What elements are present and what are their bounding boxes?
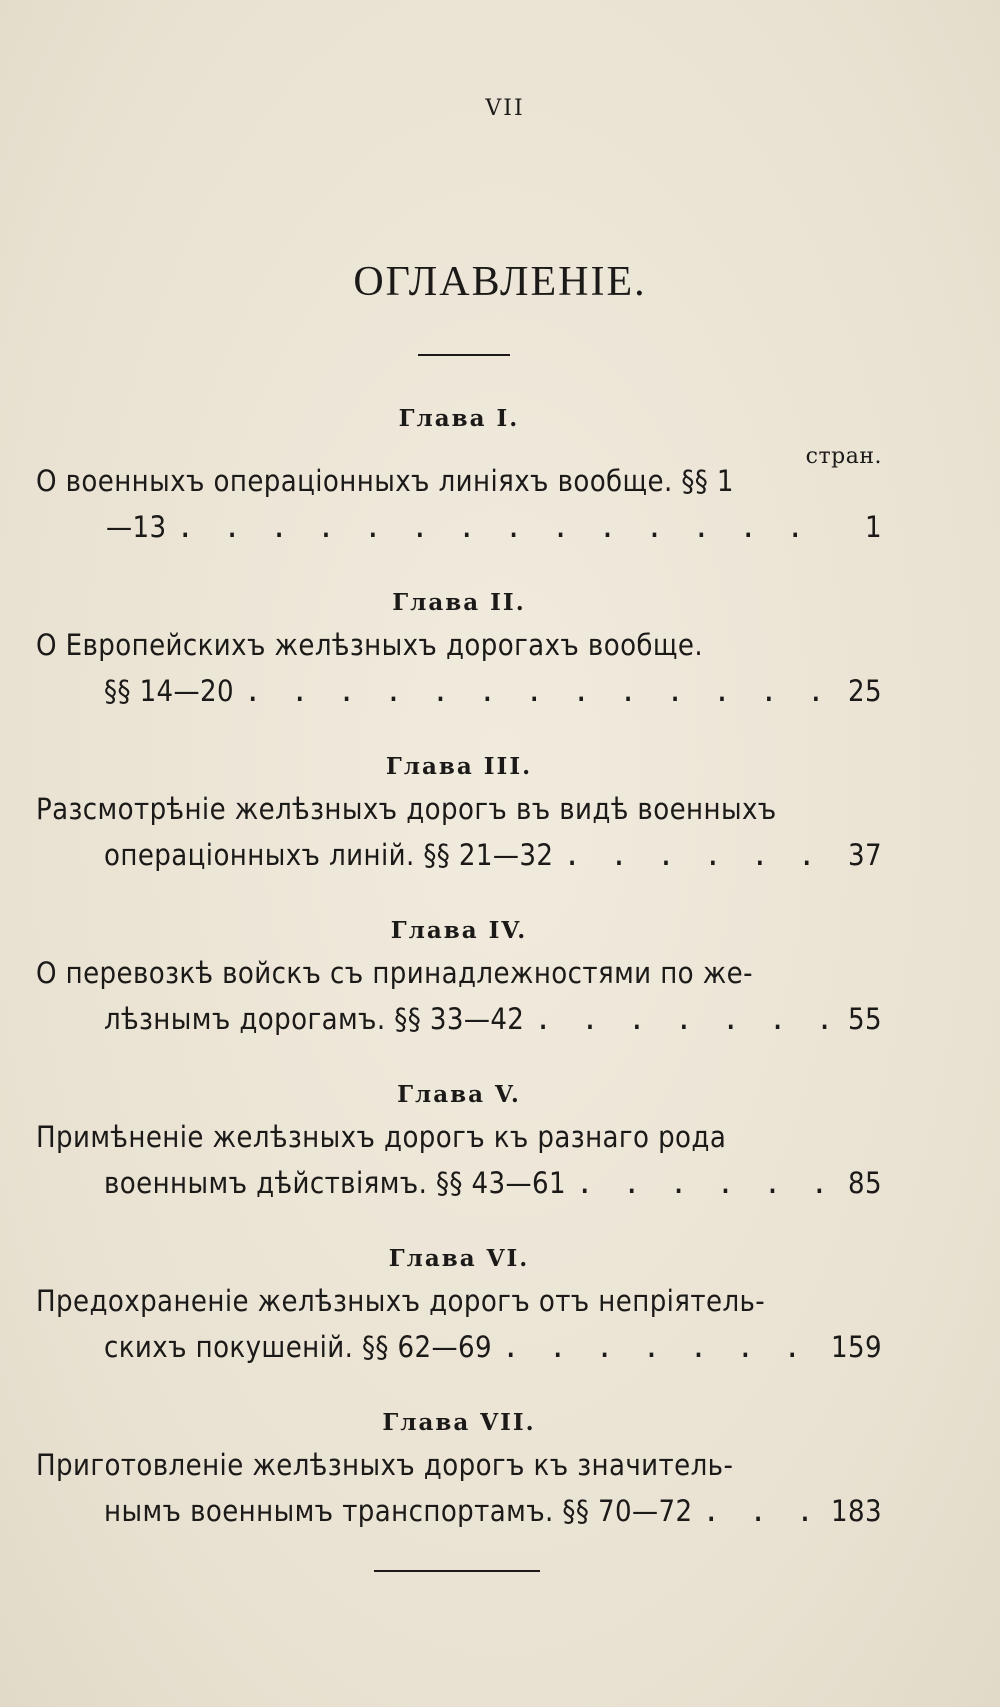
entry-continuation-line[interactable] xyxy=(36,504,882,550)
dot-leader xyxy=(177,504,833,550)
entry-text: §§ 14—20 xyxy=(104,674,235,708)
entry-title-line[interactable]: Примѣненіе желѣзныхъ дорогъ къ разнаго рода xyxy=(36,1120,727,1154)
dot-leader xyxy=(576,1160,832,1206)
toc-chapter-5 xyxy=(36,1076,882,1206)
entry-page-number: 25 xyxy=(848,674,882,708)
dot-leader xyxy=(563,832,832,878)
toc-chapter-7 xyxy=(36,1404,882,1534)
entry-text: —13 xyxy=(106,510,167,544)
chapter-heading: Глава VII. xyxy=(382,1409,536,1436)
entry-page-number: 159 xyxy=(831,1330,882,1364)
entry-text: нымъ военнымъ транспортамъ. §§ 70—72 xyxy=(104,1494,693,1528)
entry-text: военнымъ дѣйствіямъ. §§ 43—61 xyxy=(104,1166,567,1200)
entry-continuation-line[interactable] xyxy=(36,668,882,714)
toc-chapter-3 xyxy=(36,748,882,878)
entry-title-line[interactable]: О военныхъ операціонныхъ линіяхъ вообще. §§ 1 xyxy=(36,464,734,498)
entry-text: операціонныхъ линій. §§ 21—32 xyxy=(104,838,554,872)
page-column-label: стран. xyxy=(805,444,882,469)
chapter-heading: Глава V. xyxy=(397,1081,521,1108)
end-divider xyxy=(374,1570,540,1572)
entry-title-line[interactable]: Разсмотрѣніе желѣзныхъ дорогъ въ видѣ военныхъ xyxy=(36,792,777,826)
entry-continuation-line[interactable] xyxy=(36,832,882,878)
entry-page-number: 85 xyxy=(848,1166,882,1200)
entry-title-line[interactable]: О перевозкѣ войскъ съ принадлежностями по же- xyxy=(36,956,753,990)
toc-chapter-6 xyxy=(36,1240,882,1370)
entry-continuation-line[interactable] xyxy=(36,1488,882,1534)
chapter-heading: Глава IV. xyxy=(390,917,528,944)
dot-leader xyxy=(702,1488,821,1534)
dot-leader xyxy=(244,668,832,714)
entry-text: скихъ покушеній. §§ 62—69 xyxy=(104,1330,493,1364)
chapter-heading: Глава II. xyxy=(392,589,526,616)
entry-continuation-line[interactable] xyxy=(36,1324,882,1370)
entry-title-line[interactable]: О Европейскихъ желѣзныхъ дорогахъ вообще. xyxy=(36,628,704,662)
table-of-contents xyxy=(36,400,882,1568)
chapter-heading: Глава VI. xyxy=(388,1245,530,1272)
entry-title-line[interactable]: Предохраненіе желѣзныхъ дорогъ отъ непріятель- xyxy=(36,1284,766,1318)
entry-page-number: 1 xyxy=(865,510,882,544)
entry-page-number: 183 xyxy=(831,1494,882,1528)
page-number: VII xyxy=(485,96,525,121)
title-divider xyxy=(418,354,510,356)
entry-continuation-line[interactable] xyxy=(36,996,882,1042)
chapter-heading: Глава I. xyxy=(398,405,520,432)
entry-page-number: 37 xyxy=(848,838,882,872)
entry-continuation-line[interactable] xyxy=(36,1160,882,1206)
chapter-heading: Глава III. xyxy=(385,753,533,780)
toc-chapter-2 xyxy=(36,584,882,714)
entry-text: лѣзнымъ дорогамъ. §§ 33—42 xyxy=(104,1002,525,1036)
page-title: ОГЛАВЛЕНІЕ. xyxy=(353,259,647,305)
dot-leader xyxy=(502,1324,821,1370)
entry-page-number: 55 xyxy=(848,1002,882,1036)
toc-chapter-1 xyxy=(36,400,882,550)
entry-title-line[interactable]: Приготовленіе желѣзныхъ дорогъ къ значитель- xyxy=(36,1448,734,1482)
dot-leader xyxy=(534,996,832,1042)
toc-chapter-4 xyxy=(36,912,882,1042)
